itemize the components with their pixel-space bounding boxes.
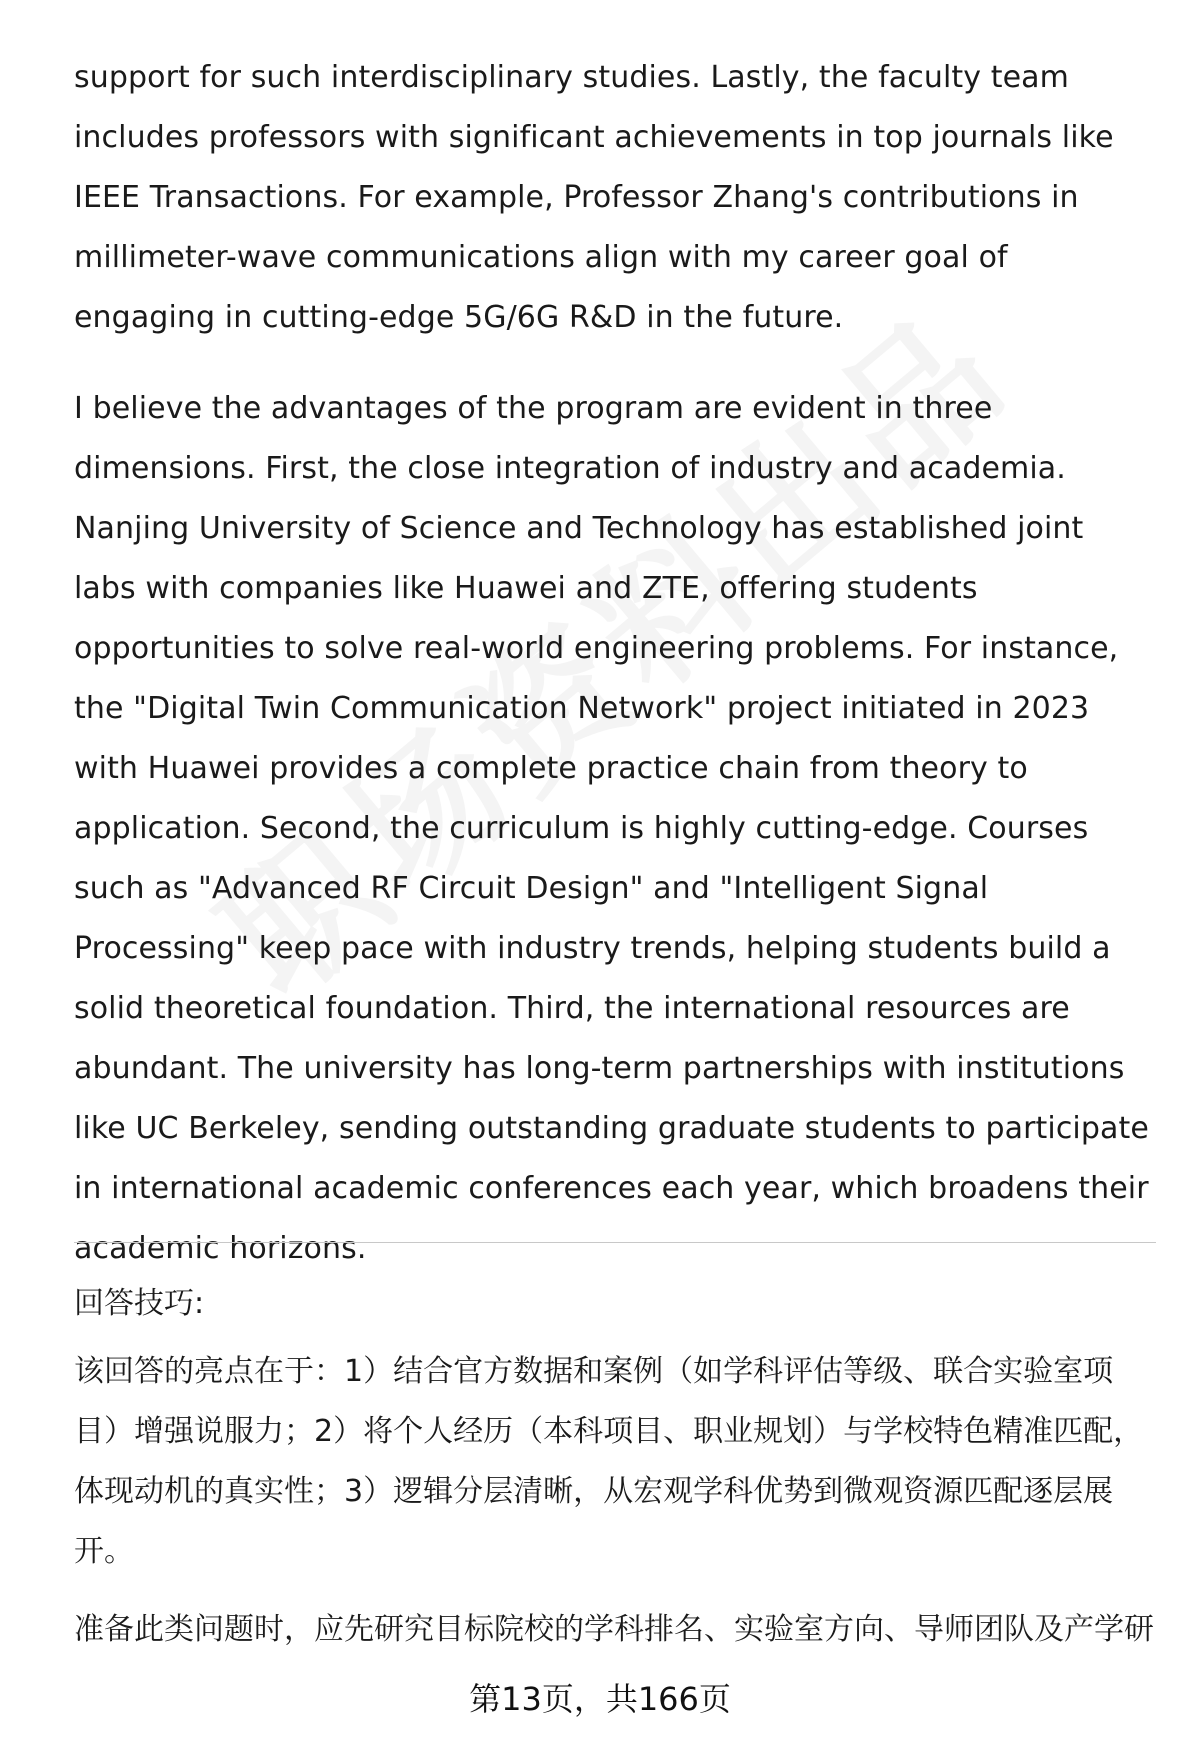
preparation-text: 准备此类问题时，应先研究目标院校的学科排名、实验室方向、导师团队及产学研 <box>74 1612 1154 1647</box>
tips-heading: 回答技巧: <box>74 1286 205 1321</box>
tips-text: 该回答的亮点在于：1）结合官方数据和案例（如学科评估等级、联合实验室项目）增强说服力；2）将个人经历（本科项目、职业规划）与学校特色精准匹配，体现动机的真实性；3）逻辑分层清晰，从宏观学科优势到微观资源匹配逐层展开。 <box>74 1354 1144 1569</box>
page-number: 第13页，共166页 <box>469 1680 731 1718</box>
body-paragraph-2: I believe the advantages of the program are evident in three dimensions. First, the close integration of industry and academia. Nanjing University of Science and Technology has established joint labs with companies like Huawei and ZTE, offering students opportunities to solve real-world engineering problems. For instance, the "Digital Twin Communication Network" project initiated in 2023 with Huawei provides a complete practice chain from theory to application. Second, the curriculum is highly cutting-edge. Courses such as "Advanced RF Circuit Design" and "Intelligent Signal Processing" keep pace with industry trends, helping students build a solid theoretical foundation. Third, the international resources are abundant. The university has long-term partnerships with institutions like UC Berkeley, sending outstanding graduate students to participate in international academic conferences each year, which broadens their academic horizons. <box>74 391 1149 1266</box>
section-divider <box>74 1242 1156 1243</box>
answer-tips-section <box>74 1282 1154 1582</box>
body-paragraph-1: support for such interdisciplinary studies. Lastly, the faculty team includes professors with significant achievements in top journals like IEEE Transactions. For example, Professor Zhang's contributions in millimeter-wave communications align with my career goal of engaging in cutting-edge 5G/6G R&D in the future. <box>74 60 1114 335</box>
document-body <box>74 48 1154 1279</box>
